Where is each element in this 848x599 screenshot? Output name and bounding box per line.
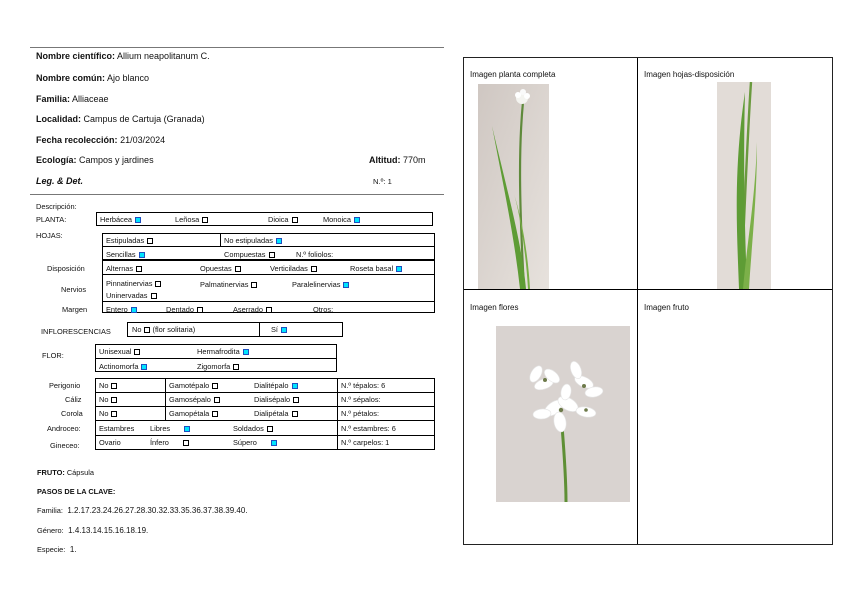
n-sepalos: N.º sépalos: (341, 395, 381, 404)
checkbox[interactable] (197, 307, 203, 313)
checkbox[interactable] (144, 327, 150, 333)
header-bottom-rule (30, 194, 444, 195)
opt-estipuladas[interactable]: Estipuladas (106, 236, 153, 245)
checkbox[interactable] (235, 266, 241, 272)
checkbox-checked[interactable] (131, 307, 137, 313)
checkbox-checked[interactable] (271, 440, 277, 446)
opt-gamopetala[interactable]: Gamopétala (169, 409, 218, 418)
checkbox[interactable] (147, 238, 153, 244)
title-fruto: Imagen fruto (644, 303, 689, 312)
disposicion-label: Disposición (47, 264, 85, 273)
record-number: N.º: 1 (373, 177, 392, 186)
opt-gamotepalo[interactable]: Gamotépalo (169, 381, 218, 390)
title-planta-completa: Imagen planta completa (470, 70, 556, 79)
clave-familia: Familia: 1.2.17.23.24.26.27.28.30.32.33.35.36.37.38.39.40. (37, 506, 248, 515)
checkbox[interactable] (293, 397, 299, 403)
opt-compuestas[interactable]: Compuestas (224, 250, 275, 259)
checkbox-checked[interactable] (184, 426, 190, 432)
opt-dialipetala[interactable]: Dialipétala (254, 409, 298, 418)
nervios-label: Nervios (61, 285, 87, 294)
checkbox[interactable] (311, 266, 317, 272)
checkbox[interactable] (151, 293, 157, 299)
common-name: Nombre común: Ajo blanco (36, 73, 150, 83)
opt-sencillas[interactable]: Sencillas (106, 250, 145, 259)
opt-gamosepalo[interactable]: Gamosépalo (169, 395, 220, 404)
opt-supero[interactable]: Súpero (233, 438, 277, 447)
checkbox-checked[interactable] (281, 327, 287, 333)
opt-palmatinervias[interactable]: Palmatinervias (200, 280, 257, 289)
opt-aserrado[interactable]: Aserrado (233, 305, 272, 314)
checkbox-checked[interactable] (243, 349, 249, 355)
opt-no-inflorescencia[interactable]: No (flor solitaria) (132, 325, 196, 334)
gineceo-label: Gineceo: (50, 441, 80, 450)
opt-dialisepalo[interactable]: Dialisépalo (254, 395, 299, 404)
opt-soldados[interactable]: Soldados (233, 424, 273, 433)
checkbox[interactable] (136, 266, 142, 272)
checkbox[interactable] (267, 426, 273, 432)
opt-perigonio-no[interactable]: No (99, 381, 117, 390)
checkbox-checked[interactable] (292, 383, 298, 389)
checkbox[interactable] (214, 397, 220, 403)
altitude: Altitud: 770m (369, 155, 426, 165)
opt-uninervadas[interactable]: Uninervadas (106, 291, 157, 300)
image-panel (463, 57, 833, 545)
checkbox[interactable] (111, 383, 117, 389)
locality: Localidad: Campus de Cartuja (Granada) (36, 114, 205, 124)
opt-lenosa[interactable]: Leñosa (175, 215, 208, 224)
checkbox[interactable] (183, 440, 189, 446)
flor-label: FLOR: (42, 351, 64, 360)
hojas-label: HOJAS: (36, 231, 63, 240)
header-top-rule (30, 47, 444, 48)
family: Familia: Alliaceae (36, 94, 109, 104)
n-estambres: N.º estambres: 6 (341, 424, 396, 433)
n-tepalos: N.º tépalos: 6 (341, 381, 386, 390)
checkbox-checked[interactable] (276, 238, 282, 244)
opt-alternas[interactable]: Alternas (106, 264, 142, 273)
checkbox[interactable] (269, 252, 275, 258)
perigonio-label: Perigonio (49, 381, 81, 390)
checkbox[interactable] (251, 282, 257, 288)
photo-hojas-disposicion (717, 82, 771, 289)
opt-herbacea[interactable]: Herbácea (100, 215, 141, 224)
opt-libres[interactable]: Libres (150, 424, 190, 433)
opt-actinomorfa[interactable]: Actinomorfa (99, 362, 147, 371)
inflorescencias-label: INFLORESCENCIAS (41, 327, 111, 336)
opt-dentado[interactable]: Dentado (166, 305, 203, 314)
checkbox-checked[interactable] (135, 217, 141, 223)
checkbox[interactable] (111, 411, 117, 417)
estambres-label: Estambres (99, 424, 135, 433)
clave-genero: Género: 1.4.13.14.15.16.18.19. (37, 526, 149, 535)
ecology: Ecología: Campos y jardines (36, 155, 154, 165)
checkbox[interactable] (212, 383, 218, 389)
pasos-label: PASOS DE LA CLAVE: (37, 487, 116, 496)
checkbox[interactable] (233, 364, 239, 370)
opt-entero[interactable]: Entero (106, 305, 137, 314)
checkbox[interactable] (266, 307, 272, 313)
checkbox[interactable] (292, 411, 298, 417)
planta-box (96, 212, 433, 226)
caliz-label: Cáliz (65, 395, 82, 404)
otros: Otros: (313, 305, 334, 314)
opt-no-estipuladas[interactable]: No estipuladas (224, 236, 282, 245)
fruto: FRUTO: Cápsula (37, 468, 94, 477)
opt-pinnatinervias[interactable]: Pinnatinervias (106, 279, 161, 288)
opt-caliz-no[interactable]: No (99, 395, 117, 404)
leg-det: Leg. & Det. (36, 176, 84, 186)
opt-si-inflorescencia[interactable]: Sí (271, 325, 287, 334)
checkbox[interactable] (292, 217, 298, 223)
photo-flores (496, 326, 630, 502)
title-hojas-disposicion: Imagen hojas-disposición (644, 70, 735, 79)
checkbox[interactable] (111, 397, 117, 403)
foliolos: N.º foliolos: (296, 250, 334, 259)
opt-roseta-basal[interactable]: Roseta basal (350, 264, 402, 273)
checkbox[interactable] (212, 411, 218, 417)
checkbox-checked[interactable] (141, 364, 147, 370)
n-carpelos: N.º carpelos: 1 (341, 438, 390, 447)
opt-unisexual[interactable]: Unisexual (99, 347, 140, 356)
planta-label: PLANTA: (36, 215, 67, 224)
checkbox[interactable] (134, 349, 140, 355)
opt-verticiladas[interactable]: Verticiladas (270, 264, 317, 273)
opt-dioica[interactable]: Dioica (268, 215, 298, 224)
margen-label: Margen (62, 305, 88, 314)
opt-paralelinervias[interactable]: Paralelinervias (292, 280, 349, 289)
clave-especie: Especie: 1. (37, 545, 77, 554)
opt-hermafrodita[interactable]: Hermafrodita (197, 347, 249, 356)
photo-planta-completa (478, 84, 549, 289)
opt-zigomorfa[interactable]: Zigomorfa (197, 362, 239, 371)
opt-corola-no[interactable]: No (99, 409, 117, 418)
scientific-name: Nombre científico: Allium neapolitanum C. (36, 51, 210, 61)
checkbox[interactable] (202, 217, 208, 223)
title-flores: Imagen flores (470, 303, 519, 312)
collection-date: Fecha recolección: 21/03/2024 (36, 135, 166, 145)
opt-infero[interactable]: Ínfero (150, 438, 189, 447)
opt-monoica[interactable]: Monoica (323, 215, 360, 224)
ovario-label: Ovario (99, 438, 121, 447)
androceo-label: Androceo: (47, 424, 81, 433)
n-petalos: N.º pétalos: (341, 409, 380, 418)
checkbox-checked[interactable] (396, 266, 402, 272)
description-title: Descripción: (36, 202, 77, 211)
checkbox-checked[interactable] (354, 217, 360, 223)
checkbox-checked[interactable] (343, 282, 349, 288)
opt-dialitepalo[interactable]: Dialitépalo (254, 381, 298, 390)
checkbox-checked[interactable] (139, 252, 145, 258)
opt-opuestas[interactable]: Opuestas (200, 264, 241, 273)
checkbox[interactable] (155, 281, 161, 287)
corola-label: Corola (61, 409, 83, 418)
